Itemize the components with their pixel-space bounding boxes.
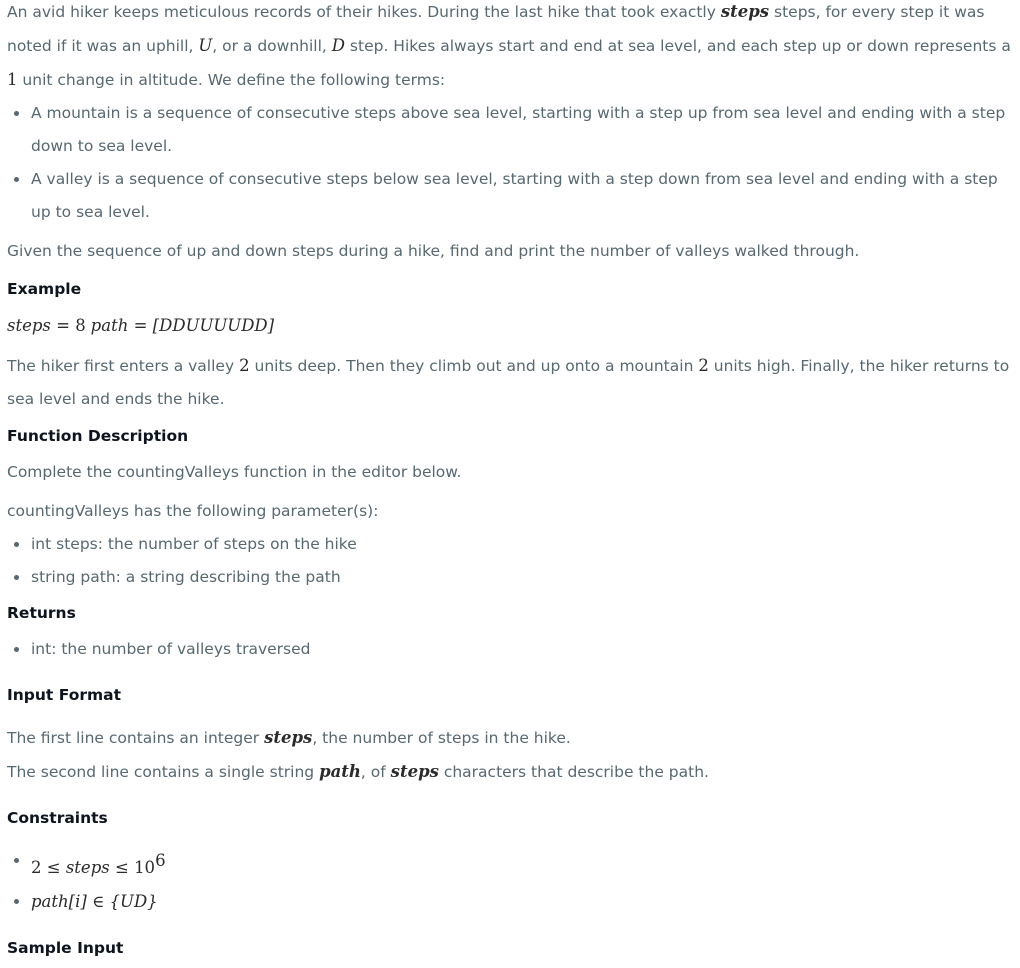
terms-list	[7, 97, 1013, 229]
function-description-line-1: Complete the countingValleys function in the editor below.	[7, 463, 462, 481]
input-format-line-1	[7, 721, 1013, 755]
constraint-steps-var: steps	[65, 858, 110, 877]
input-path-var: path	[319, 762, 361, 781]
returns-list	[7, 633, 1013, 666]
input-steps-var: steps	[264, 728, 313, 747]
term-mountain: A mountain is a sequence of consecutive steps above sea level, starting with a step up from sea level and ending with a step down to sea level.	[7, 97, 1013, 163]
input-line-1-text-b: , the number of steps in the hike.	[312, 729, 571, 747]
constraint-steps	[7, 844, 1013, 885]
constraint-path-set: {UD}	[109, 892, 158, 911]
returns-heading: Returns	[7, 604, 76, 622]
mountain-height-number: 2	[698, 356, 709, 375]
constraints-heading: Constraints	[7, 809, 108, 827]
constraint-path	[7, 885, 1013, 919]
example-steps-value: 8	[75, 316, 86, 335]
constraint-upper-base: 10	[134, 858, 156, 877]
constraint-path-var: path	[31, 892, 69, 911]
unit-number: 1	[7, 70, 18, 89]
constraint-op-2: ≤	[109, 858, 135, 877]
valley-depth-number: 2	[239, 356, 250, 375]
intro-text-1: An avid hiker keeps meticulous records of their hikes. During the last hike that took exactly	[7, 3, 721, 21]
sample-input-heading: Sample Input	[7, 939, 124, 957]
intro-paragraph	[7, 0, 1013, 97]
constraints-list	[7, 844, 1013, 919]
parameters-list	[7, 528, 1013, 594]
steps-variable: steps	[720, 2, 770, 21]
input-format-heading: Input Format	[7, 686, 122, 704]
intro-text-2: steps, for every step it was noted if it was an uphill,	[7, 3, 985, 55]
term-valley: A valley is a sequence of consecutive steps below sea level, starting with a step down from sea level and ending with a step up to sea level.	[7, 163, 1013, 229]
input-line-2-text-c: characters that describe the path.	[438, 763, 709, 781]
example-formula	[7, 309, 1013, 343]
function-description-heading: Function Description	[7, 427, 189, 445]
example-path-value: [DDUUUUDD]	[152, 316, 275, 335]
intro-text-3: , or a downhill,	[212, 37, 332, 55]
example-text-2: units deep. Then they climb out and up onto a mountain	[249, 357, 699, 375]
returns-item: int: the number of valleys traversed	[7, 633, 1013, 666]
downhill-variable: D	[331, 36, 345, 55]
example-heading: Example	[7, 280, 82, 298]
example-text-1: The hiker first enters a valley	[7, 357, 240, 375]
example-explanation	[7, 349, 1013, 416]
input-line-2-text-a: The second line contains a single string	[7, 763, 320, 781]
input-steps-var-2: steps	[390, 762, 439, 781]
example-path-var: path	[90, 316, 129, 335]
constraint-op-1: ≤	[41, 858, 66, 877]
constraint-in-op: ∈	[86, 892, 110, 911]
task-statement: Given the sequence of up and down steps during a hike, find and print the number of valleys walked through.	[7, 242, 860, 260]
example-text-3: units high. Finally, the hiker returns to sea level and ends the hike.	[7, 357, 1010, 408]
input-format-line-2	[7, 755, 1013, 789]
input-line-2-text-b: , of	[360, 763, 391, 781]
param-path: string path: a string describing the path	[7, 561, 1013, 594]
example-steps-var: steps	[7, 316, 51, 335]
intro-text-5: unit change in altitude. We define the following terms:	[17, 71, 446, 89]
example-eq-2: =	[128, 316, 153, 335]
constraint-path-index: [i]	[68, 892, 87, 911]
constraint-lower-bound: 2	[31, 858, 42, 877]
intro-text-4: step. Hikes always start and end at sea level, and each step up or down represents a	[345, 37, 1011, 55]
example-eq-1: =	[50, 316, 76, 335]
input-line-1-text-a: The first line contains an integer	[7, 729, 265, 747]
param-steps: int steps: the number of steps on the hike	[7, 528, 1013, 561]
uphill-variable: U	[198, 36, 213, 55]
constraint-upper-exponent: 6	[155, 851, 166, 870]
function-description-line-2: countingValleys has the following parameter(s):	[7, 502, 379, 520]
